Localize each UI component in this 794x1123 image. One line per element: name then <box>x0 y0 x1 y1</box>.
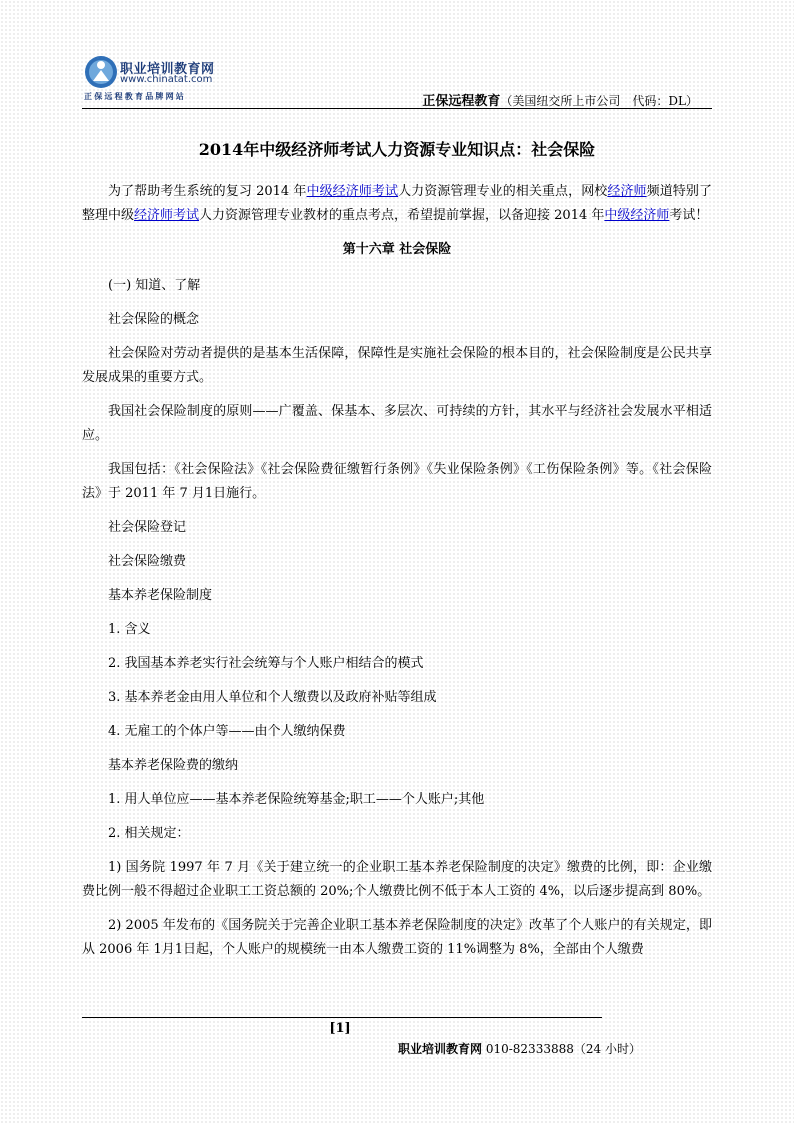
paragraph-laws: 我国包括：《社会保险法》《社会保险费征缴暂行条例》《失业保险条例》《工伤保险条例》等。《社会保险法》于 2011 年 7 月1日施行。 <box>82 462 712 501</box>
logo-name: 职业培训教育网 <box>120 62 215 77</box>
intro-paragraph <box>82 180 712 228</box>
intro-text-3: 频道特别了整理中级 <box>82 184 712 223</box>
footer-brand: 职业培训教育网 <box>398 1042 483 1056</box>
chapter-heading: 第十六章 社会保险 <box>342 242 452 257</box>
logo-slogan: 正保远程教育品牌网站 <box>84 92 186 101</box>
logo-url[interactable]: www.chinatat.com <box>120 74 213 85</box>
list-item: 3. 基本养老金由用人单位和个人缴费以及政府补贴等组成 <box>108 690 437 705</box>
list-item: 4. 无雇工的个体户等——由个人缴纳保费 <box>108 724 346 739</box>
paragraph-concept: 社会保险对劳动者提供的是基本生活保障，保障性是实施社会保险的根本目的，社会保险制度是公民共享发展成果的重要方式。 <box>82 346 712 385</box>
section-know: (一) 知道、了解 <box>108 278 201 293</box>
link-intermediate-economist-exam[interactable]: 中级经济师考试 <box>306 184 399 199</box>
link-intermediate-economist[interactable]: 中级经济师 <box>604 208 670 223</box>
header-brand: 正保远程教育 <box>422 94 501 109</box>
intro-text-5: 考试！ <box>669 208 709 223</box>
header-company <box>422 90 698 109</box>
heading-pension-system: 基本养老保险制度 <box>108 588 213 603</box>
heading-concept: 社会保险的概念 <box>108 312 200 327</box>
footer-phone: 010-82333888（24 小时） <box>482 1042 641 1056</box>
intro-text-1: 为了帮助考生系统的复习 2014 年 <box>108 184 307 199</box>
paragraph-1997-rule: 1) 国务院 1997 年 7 月《关于建立统一的企业职工基本养老保险制度的决定》缴费的比例，即：企业缴费比例一般不得超过企业职工工资总额的 20%;个人缴费比例不低于本人工资的 4%，以后逐步提高到 80%。 <box>82 860 712 899</box>
list-item: 2. 相关规定： <box>108 826 190 841</box>
list-item: 1. 用人单位应——基本养老保险统筹基金;职工——个人账户;其他 <box>108 792 485 807</box>
heading-payment: 社会保险缴费 <box>108 554 187 569</box>
header-divider <box>82 108 712 109</box>
heading-pension-payment: 基本养老保险费的缴纳 <box>108 758 239 773</box>
site-logo[interactable] <box>84 55 224 105</box>
link-economist-exam[interactable]: 经济师考试 <box>134 208 200 223</box>
footer-divider <box>82 1017 602 1018</box>
header-company-note: （美国纽交所上市公司 代码：DL） <box>500 94 698 108</box>
paragraph-principle: 我国社会保险制度的原则——广覆盖、保基本、多层次、可持续的方针，其水平与经济社会发展水平相适应。 <box>82 404 712 443</box>
logo-figure-icon <box>84 55 118 89</box>
heading-registration: 社会保险登记 <box>108 520 187 535</box>
list-item: 2. 我国基本养老实行社会统筹与个人账户相结合的模式 <box>108 656 424 671</box>
list-item: 1. 含义 <box>108 622 151 637</box>
page-number: [1] <box>329 1021 351 1036</box>
link-economist[interactable]: 经济师 <box>607 184 647 199</box>
document-title: 2014年中级经济师考试人力资源专业知识点：社会保险 <box>198 140 596 159</box>
paragraph-2005-rule: 2) 2005 年发布的《国务院关于完善企业职工基本养老保险制度的决定》改革了个人账户的有关规定，即从 2006 年 1月1日起，个人账户的规模统一由本人缴费工资的 11%调整为 8%，全部由个人缴费 <box>82 918 712 957</box>
intro-text-2: 人力资源管理专业的相关重点，网校 <box>398 184 608 199</box>
footer-contact <box>398 1040 641 1057</box>
document-body <box>82 180 712 962</box>
intro-text-4: 人力资源管理专业教材的重点考点，希望提前掌握，以备迎接 2014 年 <box>199 208 605 223</box>
